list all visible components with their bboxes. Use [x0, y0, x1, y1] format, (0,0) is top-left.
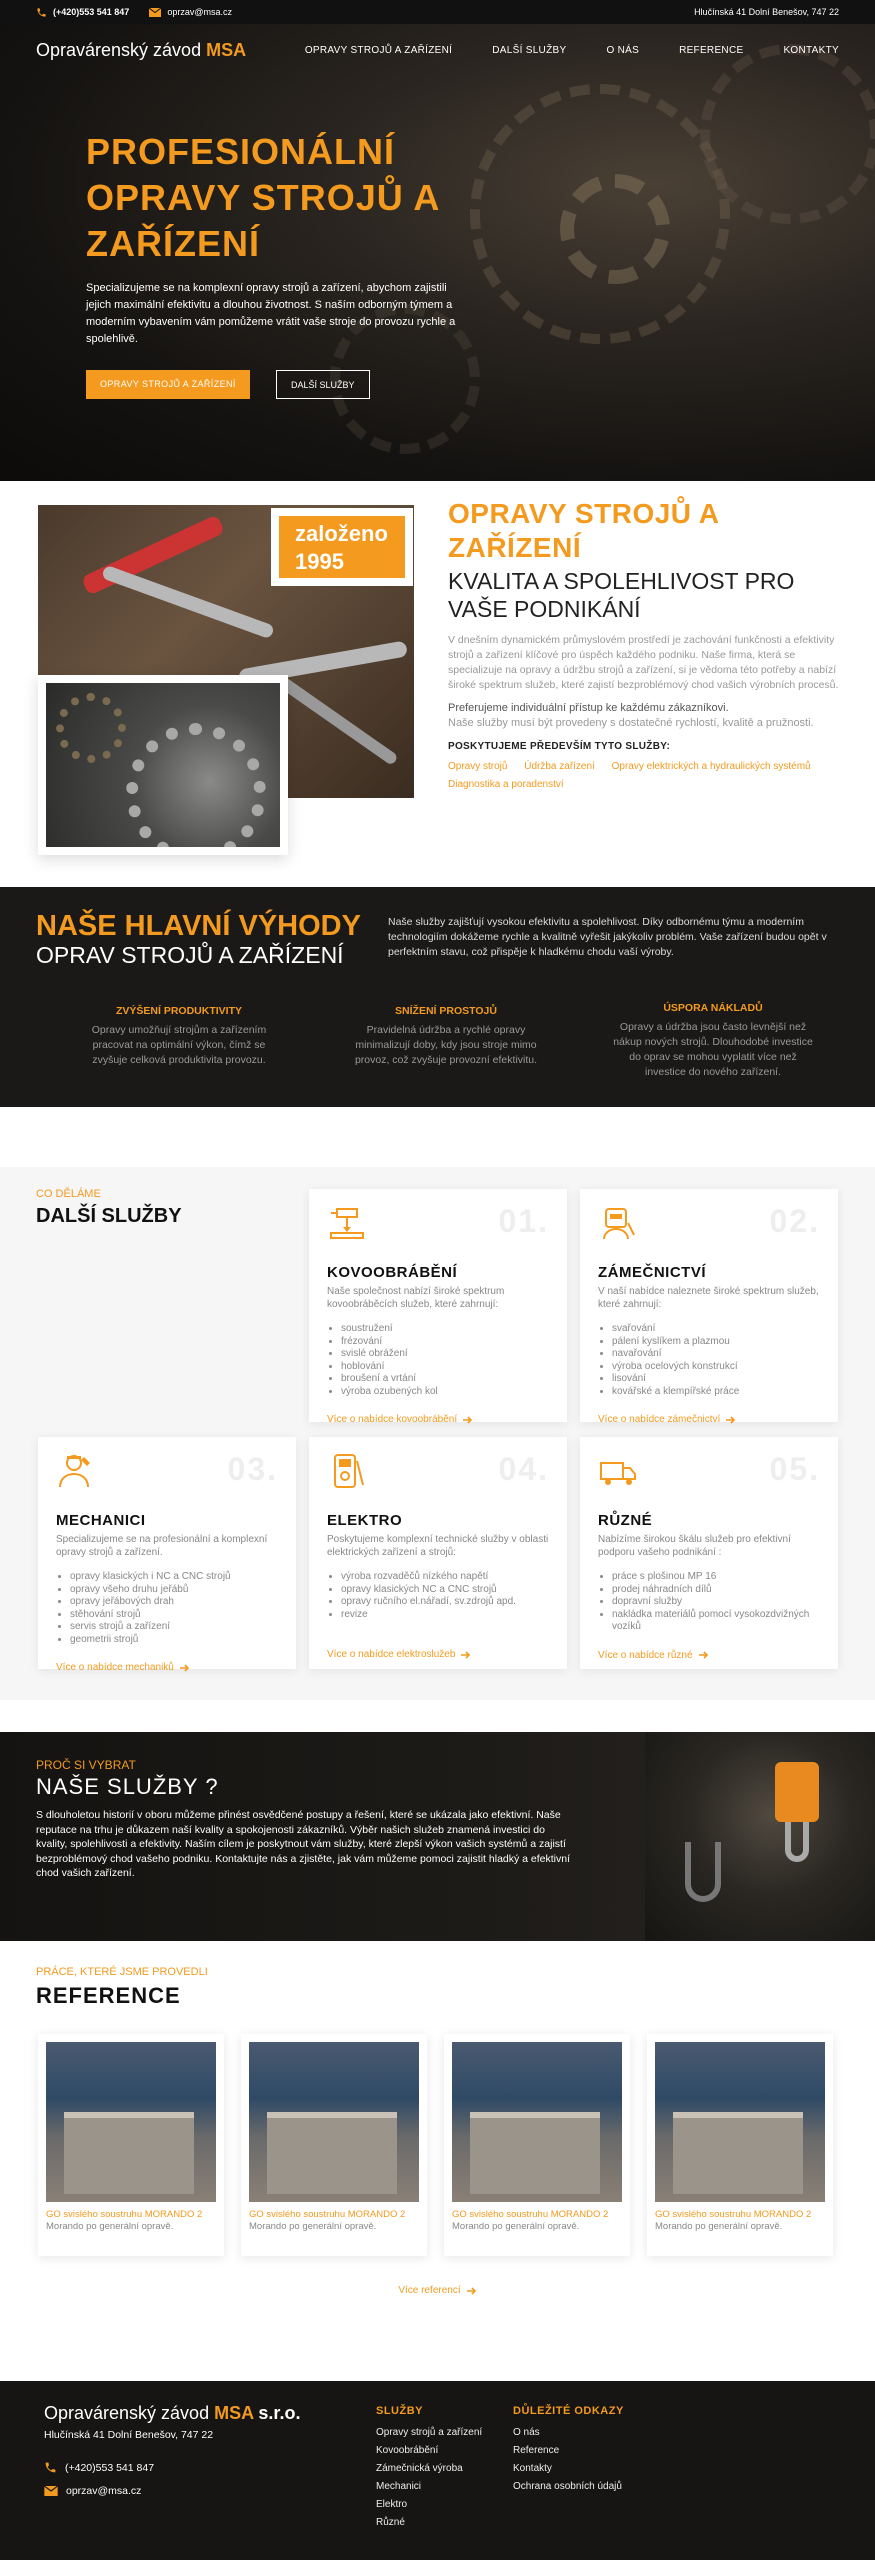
footer-logo[interactable]	[44, 2403, 300, 2424]
reference-title: GO svislého soustruhu MORANDO 2	[46, 2209, 203, 2220]
service-more-link[interactable]	[327, 1649, 549, 1660]
list-item: • opravy klasických i NC a CNC strojů	[70, 1571, 278, 1584]
footer	[0, 2381, 875, 2560]
advantages-title: NAŠE HLAVNÍ VÝHODY	[36, 910, 361, 942]
truck-icon	[598, 1451, 638, 1491]
list-item: • soustružení	[341, 1323, 549, 1336]
crane-hook-photo	[645, 1732, 875, 1941]
footer-link[interactable]: Kontakty	[513, 2463, 552, 2474]
reference-sub: Morando po generální opravě.	[452, 2221, 580, 2232]
about-highlight-1: Preferujeme individuální přístup ke každému zákazníkovi.	[448, 702, 729, 714]
list-item: • svařování	[612, 1323, 820, 1336]
service-more-text: Více o nabídce kovoobrábění	[327, 1414, 458, 1425]
service-card-elektro	[309, 1437, 567, 1669]
service-title: ELEKTRO	[327, 1512, 403, 1529]
cnc-machine-icon	[327, 1203, 367, 1243]
list-item: • práce s plošinou MP 16	[612, 1571, 820, 1584]
reference-photo	[452, 2042, 622, 2202]
hero-secondary-button[interactable]: DALŠÍ SLUŽBY	[276, 370, 370, 399]
service-link[interactable]: Diagnostika a poradenství	[448, 779, 564, 790]
hero-primary-button[interactable]: OPRAVY STROJŮ A ZAŘÍZENÍ	[86, 370, 250, 399]
list-item: • navařování	[612, 1348, 820, 1361]
arrow-right-icon	[463, 1416, 473, 1424]
service-title: MECHANICI	[56, 1512, 146, 1529]
reference-sub: Morando po generální opravě.	[249, 2221, 377, 2232]
phone-icon	[44, 2461, 57, 2474]
about-section	[0, 481, 875, 887]
footer-links-title: DŮLEŽITÉ ODKAZY	[513, 2405, 624, 2417]
services-section	[0, 1167, 875, 1700]
footer-phone-text: (+420)553 541 847	[65, 2461, 155, 2474]
gear-decoration-icon	[560, 174, 670, 284]
footer-email-text: oprzav@msa.cz	[66, 2485, 142, 2497]
service-card-mechanici	[38, 1437, 296, 1673]
service-desc: Naše společnost nabízí široké spektrum kovoobráběcích služeb, které zahrnují:	[327, 1286, 505, 1310]
list-item: • opravy klasických NC a CNC strojů	[341, 1584, 549, 1597]
footer-logo-main: Opravárenský závod	[44, 2403, 215, 2423]
footer-services-title: SLUŽBY	[376, 2405, 423, 2417]
footer-service-link[interactable]: Elektro	[376, 2499, 408, 2510]
reference-card[interactable]	[241, 2034, 427, 2256]
service-card-zamecnictvi	[580, 1189, 838, 1425]
arrow-right-icon	[699, 1651, 709, 1659]
logo-accent: MSA	[206, 40, 247, 60]
service-link[interactable]: Opravy strojů	[448, 761, 508, 772]
footer-service-link[interactable]: Kovoobrábění	[376, 2445, 439, 2456]
footer-logo-accent: MSA	[214, 2403, 254, 2423]
founded-badge	[271, 508, 413, 586]
footer-service-link[interactable]: Mechanici	[376, 2481, 422, 2492]
topbar-phone-text: (+420)553 541 847	[53, 7, 130, 17]
footer-link[interactable]: O nás	[513, 2427, 540, 2438]
topbar-email-text: oprzav@msa.cz	[167, 7, 232, 17]
hero-title: PROFESIONÁLNÍ OPRAVY STROJŮ A ZAŘÍZENÍ	[86, 131, 440, 264]
service-more-link[interactable]	[598, 1650, 820, 1661]
references-kicker: PRÁCE, KTERÉ JSME PROVEDLI	[36, 1966, 208, 1978]
nav-item-o-nas[interactable]: O NÁS	[606, 45, 640, 56]
arrow-right-icon	[726, 1416, 736, 1424]
service-number: 05.	[769, 1451, 820, 1487]
list-item: • hoblování	[341, 1361, 549, 1374]
topbar-phone[interactable]	[36, 7, 129, 18]
envelope-icon	[44, 2486, 58, 2496]
list-item: • revize	[341, 1609, 549, 1622]
reference-photo	[249, 2042, 419, 2202]
founded-badge-text: založeno 1995	[279, 516, 405, 578]
list-item: • lisování	[612, 1373, 820, 1386]
footer-service-link[interactable]: Různé	[376, 2517, 405, 2528]
service-more-link[interactable]	[598, 1414, 820, 1425]
reference-card[interactable]	[444, 2034, 630, 2256]
reference-title: GO svislého soustruhu MORANDO 2	[655, 2209, 812, 2220]
list-item: • opravy ručního el.nářadí, sv.zdrojů apd.	[341, 1596, 549, 1609]
footer-email[interactable]	[44, 2485, 141, 2497]
phone-icon	[36, 7, 47, 18]
arrow-right-icon	[461, 1651, 471, 1659]
service-number: 01.	[498, 1203, 549, 1239]
service-list	[612, 1571, 820, 1634]
hero	[0, 24, 875, 481]
list-item: • dopravní služby	[612, 1596, 820, 1609]
list-item: • nakládka materiálů pomocí vysokozdvižných vozíků	[612, 1609, 820, 1634]
multimeter-icon	[327, 1451, 367, 1491]
service-links	[448, 758, 843, 794]
service-more-text: Více o nabídce elektroslužeb	[327, 1649, 456, 1660]
services-title: DALŠÍ SLUŽBY	[36, 1205, 182, 1227]
footer-links	[513, 2405, 624, 2496]
topbar-email[interactable]	[149, 7, 232, 17]
service-desc: V naší nabídce naleznete široké spektrum služeb, které zahrnují:	[598, 1286, 819, 1310]
reference-sub: Morando po generální opravě.	[46, 2221, 174, 2232]
list-item: • stěhování strojů	[70, 1609, 278, 1622]
list-item: • výroba ozubených kol	[341, 1386, 549, 1399]
why-title: NAŠE SLUŽBY ?	[36, 1774, 219, 1799]
service-card-kovoobrabeni	[309, 1189, 567, 1425]
footer-link[interactable]: Ochrana osobních údajů	[513, 2481, 622, 2492]
services-kicker: CO DĚLÁME	[36, 1188, 101, 1200]
service-desc: Nabízíme širokou škálu služeb pro efektivní podporu vašeho podnikání :	[598, 1534, 791, 1558]
service-list	[612, 1323, 820, 1398]
reference-card[interactable]	[38, 2034, 224, 2256]
welder-icon	[598, 1203, 638, 1243]
about-title: OPRAVY STROJŮ A ZAŘÍZENÍ	[448, 498, 719, 563]
service-more-link[interactable]	[56, 1662, 278, 1673]
service-more-text: Více o nabídce mechaniků	[56, 1662, 174, 1673]
service-list	[341, 1323, 549, 1398]
footer-service-link[interactable]: Zámečnická výroba	[376, 2463, 463, 2474]
service-number: 02.	[769, 1203, 820, 1239]
arrow-right-icon	[467, 2287, 477, 2295]
references-section	[0, 1941, 875, 2381]
nav-item-opravy[interactable]: OPRAVY STROJŮ A ZAŘÍZENÍ	[304, 45, 453, 56]
list-item: • prodej náhradních dílů	[612, 1584, 820, 1597]
advantages-section	[0, 887, 875, 1107]
service-number: 03.	[227, 1451, 278, 1487]
references-title: REFERENCE	[36, 1983, 181, 2008]
advantage-item	[608, 1002, 818, 1080]
all-references-text: Více referencí	[398, 2285, 461, 2296]
about-paragraph: V dnešním dynamickém průmyslovém prostředí je zachování funkčnosti a efektivity strojů a zařízení klíčové pro úspěch každého podniku. Naše firma, která se specializuje na opravy a údržbu strojů a zařízení, si je vědoma této potřeby a nabízí široké spektrum služeb, které zajistí bezproblémový chod vašich výrobních procesů.	[448, 634, 839, 691]
about-text	[448, 497, 843, 794]
advantage-item	[341, 1005, 551, 1068]
advantage-item	[74, 1005, 284, 1068]
why-text: S dlouholetou historií v oboru můžeme přinést osvědčené postupy a řešení, které se ukázala jako efektivní. Naše reputace na trhu je důkazem naší kvality a spokojenosti zákazníků. Výběr našich služeb znamená investici do kvality, spolehlivosti a efektivity. Naším cílem je poskytnout vám služby, které zlepší výkon vašich systémů a zajistí bezproblémový chod vašeho podniku. Kontaktujte nás a zjistěte, jak vám můžeme pomoci zajistit hladký a efektivní chod vašich zařízení.	[36, 1809, 571, 1879]
reference-photo	[46, 2042, 216, 2202]
all-references-link[interactable]	[0, 2285, 875, 2296]
service-desc: Specializujeme se na profesionální a komplexní opravy strojů a zařízení.	[56, 1534, 268, 1558]
why-kicker: PROČ SI VYBRAT	[36, 1758, 136, 1772]
about-subtitle: KVALITA A SPOLEHLIVOST PRO VAŠE PODNIKÁNÍ	[448, 568, 795, 622]
why-section	[0, 1732, 875, 1941]
nav-item-reference[interactable]: REFERENCE	[679, 45, 744, 56]
list-item: • opravy jeřábových drah	[70, 1596, 278, 1609]
advantages-intro: Naše služby zajišťují vysokou efektivitu a spolehlivost. Díky odbornému týmu a moderním technologiím dokážeme rychle a kvalitně vyřešit jakýkoliv problém. Vaše zařízení budou opět v perfektním stavu, což přispěje k hladkému chodu vaší výroby.	[388, 916, 827, 958]
menu	[305, 45, 839, 56]
service-number: 04.	[498, 1451, 549, 1487]
footer-phone[interactable]	[44, 2461, 154, 2474]
service-list	[70, 1571, 278, 1646]
list-item: • opravy všeho druhu jeřábů	[70, 1584, 278, 1597]
logo-main: Opravárenský závod	[36, 40, 207, 60]
advantage-title: ZVÝŠENÍ PRODUKTIVITY	[115, 1005, 242, 1017]
service-more-link[interactable]	[327, 1414, 549, 1425]
service-list	[341, 1571, 549, 1621]
reference-title: GO svislého soustruhu MORANDO 2	[452, 2209, 609, 2220]
reference-title: GO svislého soustruhu MORANDO 2	[249, 2209, 406, 2220]
service-link[interactable]: Opravy elektrických a hydraulických systémů	[611, 761, 811, 772]
service-title: KOVOOBRÁBĚNÍ	[327, 1264, 458, 1281]
services-label: POSKYTUJEME PŘEDEVŠÍM TYTO SLUŽBY:	[448, 741, 671, 752]
reference-card[interactable]	[647, 2034, 833, 2256]
service-more-text: Více o nabídce různé	[598, 1649, 693, 1661]
list-item: • servis strojů a zařízení	[70, 1621, 278, 1634]
advantage-title: SNÍŽENÍ PROSTOJŮ	[395, 1005, 497, 1017]
footer-service-link[interactable]: Opravy strojů a zařízení	[376, 2427, 483, 2438]
advantages-subtitle: OPRAV STROJŮ A ZAŘÍZENÍ	[36, 942, 344, 968]
advantage-text: Pravidelná údržba a rychlé opravy minimalizují doby, kdy jsou stroje mimo provoz, což zvyšuje provozní efektivitu.	[354, 1024, 538, 1066]
advantage-text: Opravy umožňují strojům a zařízením pracovat na optimální výkon, čímž se zvyšuje celková produktivita provozu.	[91, 1024, 267, 1066]
footer-link[interactable]: Reference	[513, 2445, 560, 2456]
list-item: • geometrii strojů	[70, 1634, 278, 1647]
service-link[interactable]: Údržba zařízení	[524, 761, 595, 772]
list-item: • svislé obrážení	[341, 1348, 549, 1361]
reference-photo	[655, 2042, 825, 2202]
topbar-address: Hlučínská 41 Dolní Benešov, 747 22	[694, 7, 839, 17]
service-title: RŮZNÉ	[598, 1512, 653, 1529]
gears-photo	[38, 675, 288, 855]
list-item: • pálení kyslíkem a plazmou	[612, 1336, 820, 1349]
main-nav	[0, 24, 875, 77]
list-item: • kovářské a klempířské práce	[612, 1386, 820, 1399]
service-card-ruzne	[580, 1437, 838, 1669]
nav-item-dalsi-sluzby[interactable]: DALŠÍ SLUŽBY	[492, 45, 567, 56]
list-item: • výroba ocelových konstrukcí	[612, 1361, 820, 1374]
reference-sub: Morando po generální opravě.	[655, 2221, 783, 2232]
service-more-text: Více o nabídce zámečnictví	[598, 1414, 721, 1425]
advantage-text: Opravy a údržba jsou často levnější než nákup nových strojů. Dlouhodobé investice do oprav se mohou vyplatit více než investice do nového zařízení.	[613, 1021, 813, 1078]
list-item: • broušení a vrtání	[341, 1373, 549, 1386]
footer-address: Hlučínská 41 Dolní Benešov, 747 22	[44, 2429, 214, 2441]
advantage-title: ÚSPORA NÁKLADŮ	[663, 1002, 763, 1014]
site-logo[interactable]	[36, 40, 246, 61]
mechanic-icon	[56, 1451, 96, 1491]
arrow-right-icon	[180, 1664, 190, 1672]
service-desc: Poskytujeme komplexní technické služby v oblasti elektrických zařízení a strojů:	[327, 1534, 549, 1558]
service-title: ZÁMEČNICTVÍ	[598, 1264, 706, 1281]
about-highlight	[448, 701, 843, 731]
footer-services	[376, 2405, 482, 2532]
envelope-icon	[149, 8, 161, 17]
footer-logo-suffix: s.r.o.	[253, 2403, 301, 2423]
about-highlight-2: Naše služby musí být provedeny s dostatečné rychlostí, kvalitě a pružnosti.	[448, 717, 814, 729]
nav-item-kontakty[interactable]: KONTAKTY	[783, 45, 839, 56]
hero-intro: Specializujeme se na komplexní opravy strojů a zařízení, abychom zajistili jejich maximální efektivitu a dlouhou životnost. S naším odborným týmem a moderním vybavením vám pomůžeme vrátit vaše stroje do provozu rychle a spolehlivě.	[86, 282, 456, 345]
list-item: • výroba rozvaděčů nízkého napětí	[341, 1571, 549, 1584]
top-bar	[0, 0, 875, 24]
list-item: • frézování	[341, 1336, 549, 1349]
